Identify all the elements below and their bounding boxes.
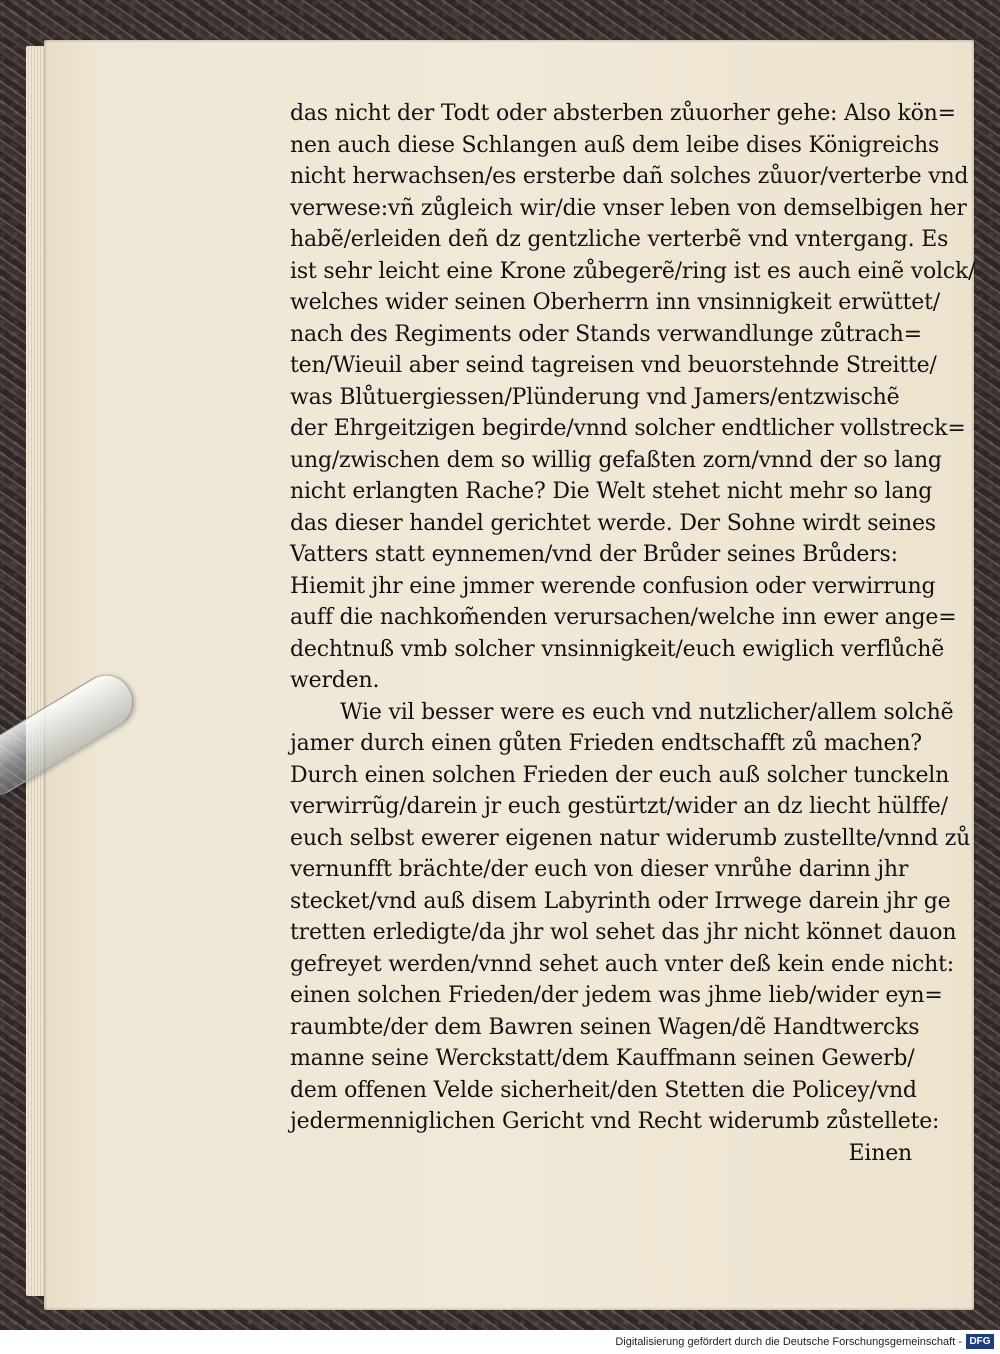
text-line: verwirrũg/darein jr euch gestürtzt/wider an dz liecht hülffe/ xyxy=(290,794,948,819)
text-line: ist sehr leicht eine Krone zůbegerẽ/ring ist es auch einẽ volck/ xyxy=(290,258,976,284)
text-line: das nicht der Todt oder absterben zůuorher gehe: Also kön= xyxy=(290,101,956,126)
funding-credit: Digitalisierung gefördert durch die Deutsche Forschungsgemeinschaft - xyxy=(615,1336,962,1348)
text-line: raumbte/der dem Bawren seinen Wagen/dẽ Handtwercks xyxy=(290,1014,920,1040)
text-line: habẽ/erleiden deñ dz gentzliche verterbẽ vnd vntergang. Es xyxy=(290,227,949,252)
text-line: was Blůtuergiessen/Plünderung vnd Jamers/entzwischẽ xyxy=(290,384,900,410)
text-line: Einen xyxy=(848,1140,912,1166)
text-line: werden. xyxy=(290,668,380,693)
text-line: tretten erledigte/da jhr wol sehet das jhr nicht könnet dauon xyxy=(290,920,957,945)
text-line: jedermenniglichen Gericht vnd Recht widerumb zůstellete: xyxy=(290,1109,940,1134)
text-line: verwese:vñ zůgleich wir/die vnser leben von demselbigen her xyxy=(290,195,967,221)
text-line: nicht erlangten Rache? Die Welt stehet nicht mehr so lang xyxy=(290,479,933,504)
page-text xyxy=(290,98,976,1169)
dfg-logo: DFG xyxy=(966,1334,994,1349)
text-line: das dieser handel gerichtet werde. Der Sohne wirdt seines xyxy=(290,510,936,536)
text-line: gefreyet werden/vnnd sehet auch vnter deß kein ende nicht: xyxy=(290,951,954,977)
text-line: der Ehrgeitzigen begirde/vnnd solcher endtlicher vollstreck= xyxy=(290,416,966,441)
text-line: nicht herwachsen/es ersterbe dañ solches zůuor/verterbe vnd xyxy=(290,164,969,189)
text-line: ung/zwischen dem so willig gefaßten zorn/vnnd der so lang xyxy=(290,447,942,473)
text-line: manne seine Werckstatt/dem Kauffmann seinen Gewerb/ xyxy=(290,1046,915,1071)
text-line: jamer durch einen gůten Frieden endtschafft zů machen? xyxy=(290,731,922,756)
text-line: ten/Wieuil aber seind tagreisen vnd beuorstehnde Streitte/ xyxy=(290,353,937,378)
text-line: auff die nachkom̃enden verursachen/welche inn ewer ange= xyxy=(290,605,957,630)
text-line: einen solchen Frieden/der jedem was jhme lieb/wider eyn= xyxy=(290,983,943,1008)
text-line: stecket/vnd auß disem Labyrinth oder Irrwege darein jhr ge xyxy=(290,888,951,914)
text-line: nach des Regiments oder Stands verwandlunge zůtrach= xyxy=(290,321,922,347)
text-line: vernunfft brächte/der euch von dieser vnrůhe darinn jhr xyxy=(290,857,909,882)
text-line: dechtnuß vmb solcher vnsinnigkeit/euch ewiglich verflůchẽ xyxy=(290,636,945,662)
text-line: Wie vil besser were es euch vnd nutzlicher/allem solchẽ xyxy=(340,699,954,725)
text-line: euch selbst ewerer eigenen natur widerumb zustellte/vnnd zů xyxy=(290,825,971,851)
text-line: nen auch diese Schlangen auß dem leibe dises Königreichs xyxy=(290,132,940,158)
text-line: Durch einen solchen Frieden der euch auß solcher tunckeln xyxy=(290,762,950,788)
text-line: welches wider seinen Oberherrn inn vnsinnigkeit erwüttet/ xyxy=(290,290,940,315)
text-line: dem offenen Velde sicherheit/den Stetten die Policey/vnd xyxy=(290,1077,917,1103)
text-line: Vatters statt eynnemen/vnd der Brůder seines Brůders: xyxy=(290,542,898,567)
text-line: Hiemit jhr eine jmmer werende confusion oder verwirrung xyxy=(290,573,936,599)
